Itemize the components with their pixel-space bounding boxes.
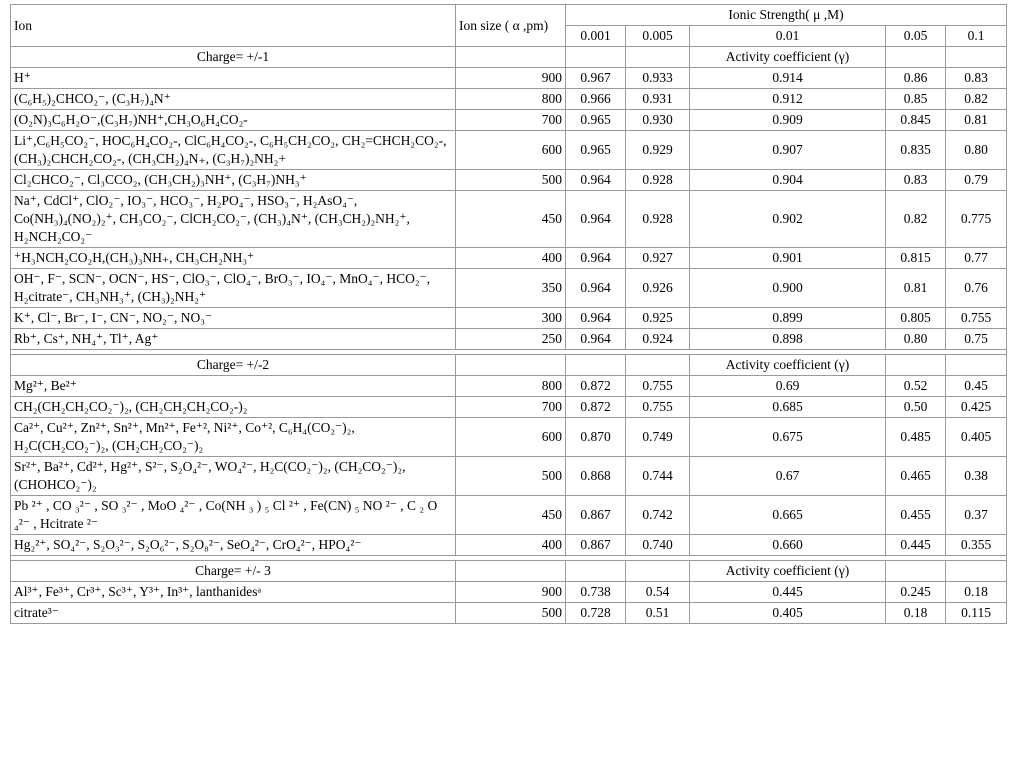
activity-value-cell: 0.82 [946,89,1007,110]
activity-value-cell: 0.929 [626,131,690,170]
charge-row [11,47,1007,68]
charge-label: Charge= +/-1 [11,47,456,68]
activity-value-cell: 0.901 [690,248,886,269]
activity-value-cell: 0.964 [566,248,626,269]
activity-value-cell: 0.81 [946,110,1007,131]
ion-cell: Al³⁺, Fe³⁺, Cr³⁺, Sc³⁺, Y³⁺, In³⁺, lanthanidesᵃ [11,582,456,603]
ion-size-cell: 400 [456,535,566,556]
table-row [11,89,1007,110]
activity-value-cell: 0.425 [946,397,1007,418]
activity-value-cell: 0.755 [626,376,690,397]
empty-cell [626,561,690,582]
ion-cell: Na⁺, CdCl⁺, ClO₂⁻, IO₃⁻, HCO₃⁻, H₂PO₄⁻, HSO₃⁻, H₂AsO₄⁻, Co(NH₃)₄(NO₂)₂⁺, CH₃CO₂⁻, ClCH₂CO₂⁻, (CH₃)₄N⁺, (CH₃CH₂)₂NH₂⁺, H₂NCH₂CO₂⁻ [11,191,456,248]
activity-value-cell: 0.965 [566,131,626,170]
table-row [11,131,1007,170]
ion-size-cell: 500 [456,457,566,496]
empty-cell [946,355,1007,376]
ion-cell: H⁺ [11,68,456,89]
ion-size-cell: 350 [456,269,566,308]
ion-size-cell: 250 [456,329,566,350]
activity-value-cell: 0.870 [566,418,626,457]
strength-0: 0.001 [566,26,626,47]
activity-value-cell: 0.245 [886,582,946,603]
strength-3: 0.05 [886,26,946,47]
activity-value-cell: 0.445 [690,582,886,603]
activity-value-cell: 0.45 [946,376,1007,397]
activity-value-cell: 0.755 [626,397,690,418]
activity-value-cell: 0.465 [886,457,946,496]
empty-cell [626,355,690,376]
ion-size-cell: 450 [456,496,566,535]
activity-value-cell: 0.50 [886,397,946,418]
activity-label: Activity coefficient (γ) [690,47,886,68]
activity-value-cell: 0.51 [626,603,690,624]
activity-value-cell: 0.867 [566,535,626,556]
charge-row [11,561,1007,582]
table-row [11,457,1007,496]
ion-cell: OH⁻, F⁻, SCN⁻, OCN⁻, HS⁻, ClO₃⁻, ClO₄⁻, BrO₃⁻, IO₄⁻, MnO₄⁻, HCO₂⁻, H₂citrate⁻, CH₃NH₃⁺, (CH₃)₂NH₂⁺ [11,269,456,308]
activity-value-cell: 0.755 [946,308,1007,329]
ion-cell: Ca²⁺, Cu²⁺, Zn²⁺, Sn²⁺, Mn²⁺, Fe⁺², Ni²⁺, Co⁺², C₆H₄(CO₂⁻)₂, H₂C(CH₂CO₂⁻)₂, (CH₂CH₂CO₂⁻)₂ [11,418,456,457]
ion-cell: Li⁺,C₆H₅CO₂⁻, HOC₆H₄CO₂-, ClC₆H₄CO₂-, C₆H₅CH₂CO₂, CH₂=CHCH₂CO₂-,(CH₃)₂CHCH₂CO₂-, (CH₃CH₂)₄N₊, (C₃H₇)₂NH₂+ [11,131,456,170]
ion-size-header: Ion size ( α ,pm) [456,5,566,47]
ion-header: Ion [11,5,456,47]
activity-value-cell: 0.744 [626,457,690,496]
ion-cell: (C₆H₅)₂CHCO₂⁻, (C₃H₇)₄N⁺ [11,89,456,110]
activity-value-cell: 0.899 [690,308,886,329]
table-row [11,329,1007,350]
activity-value-cell: 0.81 [886,269,946,308]
charge-label: Charge= +/-2 [11,355,456,376]
activity-value-cell: 0.52 [886,376,946,397]
table-row [11,535,1007,556]
activity-value-cell: 0.742 [626,496,690,535]
activity-value-cell: 0.902 [690,191,886,248]
table-row [11,376,1007,397]
charge-row [11,355,1007,376]
activity-value-cell: 0.37 [946,496,1007,535]
activity-value-cell: 0.86 [886,68,946,89]
ion-size-cell: 300 [456,308,566,329]
empty-cell [886,561,946,582]
ion-size-cell: 900 [456,582,566,603]
table-row [11,397,1007,418]
activity-value-cell: 0.38 [946,457,1007,496]
activity-value-cell: 0.82 [886,191,946,248]
activity-value-cell: 0.898 [690,329,886,350]
ionic-strength-header: Ionic Strength( μ ,M) [566,5,1007,26]
table-body [11,5,1007,624]
empty-cell [886,47,946,68]
activity-value-cell: 0.728 [566,603,626,624]
activity-value-cell: 0.872 [566,376,626,397]
ion-size-cell: 600 [456,131,566,170]
activity-value-cell: 0.909 [690,110,886,131]
ion-size-cell: 900 [456,68,566,89]
activity-value-cell: 0.455 [886,496,946,535]
activity-value-cell: 0.485 [886,418,946,457]
strength-1: 0.005 [626,26,690,47]
activity-value-cell: 0.904 [690,170,886,191]
activity-value-cell: 0.933 [626,68,690,89]
activity-value-cell: 0.77 [946,248,1007,269]
activity-value-cell: 0.931 [626,89,690,110]
activity-value-cell: 0.79 [946,170,1007,191]
activity-value-cell: 0.18 [886,603,946,624]
ion-size-cell: 600 [456,418,566,457]
activity-value-cell: 0.927 [626,248,690,269]
activity-label: Activity coefficient (γ) [690,355,886,376]
activity-value-cell: 0.872 [566,397,626,418]
activity-value-cell: 0.930 [626,110,690,131]
activity-value-cell: 0.845 [886,110,946,131]
strength-4: 0.1 [946,26,1007,47]
activity-value-cell: 0.967 [566,68,626,89]
empty-cell [456,355,566,376]
activity-value-cell: 0.805 [886,308,946,329]
ion-cell: Mg²⁺, Be²⁺ [11,376,456,397]
activity-value-cell: 0.83 [946,68,1007,89]
empty-cell [456,561,566,582]
ion-size-cell: 700 [456,397,566,418]
ion-cell: K⁺, Cl⁻, Br⁻, I⁻, CN⁻, NO₂⁻, NO₃⁻ [11,308,456,329]
activity-value-cell: 0.660 [690,535,886,556]
activity-value-cell: 0.115 [946,603,1007,624]
activity-value-cell: 0.405 [946,418,1007,457]
empty-cell [626,47,690,68]
activity-value-cell: 0.868 [566,457,626,496]
ion-cell: Sr²⁺, Ba²⁺, Cd²⁺, Hg²⁺, S²⁻, S₂O₄²⁻, WO₄²⁻, H₂C(CO₂⁻)₂, (CH₂CO₂⁻)₂, (CHOHCO₂⁻)₂ [11,457,456,496]
activity-value-cell: 0.405 [690,603,886,624]
activity-value-cell: 0.54 [626,582,690,603]
activity-label: Activity coefficient (γ) [690,561,886,582]
table-row [11,110,1007,131]
table-row [11,248,1007,269]
table-row [11,418,1007,457]
table-row [11,603,1007,624]
activity-value-cell: 0.914 [690,68,886,89]
table-row [11,582,1007,603]
activity-value-cell: 0.924 [626,329,690,350]
activity-value-cell: 0.445 [886,535,946,556]
activity-value-cell: 0.675 [690,418,886,457]
table-row [11,308,1007,329]
activity-value-cell: 0.964 [566,191,626,248]
ion-size-cell: 400 [456,248,566,269]
empty-cell [566,561,626,582]
activity-value-cell: 0.965 [566,110,626,131]
activity-coefficient-table [10,4,1007,624]
empty-cell [566,355,626,376]
activity-value-cell: 0.80 [886,329,946,350]
activity-value-cell: 0.964 [566,170,626,191]
ion-cell: CH₂(CH₂CH₂CO₂⁻)₂, (CH₂CH₂CH₂CO₂-)₂ [11,397,456,418]
ion-cell: (O₂N)₃C₆H₂O⁻,(C₃H₇)NH⁺,CH₃O₆H₄CO₂- [11,110,456,131]
activity-value-cell: 0.775 [946,191,1007,248]
activity-value-cell: 0.76 [946,269,1007,308]
header-row-1 [11,5,1007,26]
ion-size-cell: 450 [456,191,566,248]
activity-value-cell: 0.964 [566,308,626,329]
ion-size-cell: 500 [456,170,566,191]
charge-label: Charge= +/- 3 [11,561,456,582]
activity-value-cell: 0.928 [626,191,690,248]
activity-value-cell: 0.912 [690,89,886,110]
table-row [11,496,1007,535]
activity-value-cell: 0.815 [886,248,946,269]
activity-value-cell: 0.18 [946,582,1007,603]
activity-value-cell: 0.926 [626,269,690,308]
empty-cell [946,561,1007,582]
strength-2: 0.01 [690,26,886,47]
ion-cell: Rb⁺, Cs⁺, NH₄⁺, Tl⁺, Ag⁺ [11,329,456,350]
activity-value-cell: 0.867 [566,496,626,535]
ion-cell: Cl₂CHCO₂⁻, Cl₃CCO₂, (CH₃CH₂)₃NH⁺, (C₃H₇)NH₃⁺ [11,170,456,191]
ion-cell: Hg₂²⁺, SO₄²⁻, S₂O₃²⁻, S₂O₆²⁻, S₂O₈²⁻, SeO₄²⁻, CrO₄²⁻, HPO₄²⁻ [11,535,456,556]
ion-size-cell: 500 [456,603,566,624]
activity-value-cell: 0.964 [566,269,626,308]
ion-size-cell: 800 [456,89,566,110]
activity-value-cell: 0.738 [566,582,626,603]
activity-value-cell: 0.665 [690,496,886,535]
empty-cell [566,47,626,68]
activity-value-cell: 0.900 [690,269,886,308]
ion-size-cell: 700 [456,110,566,131]
activity-value-cell: 0.80 [946,131,1007,170]
table-row [11,68,1007,89]
activity-value-cell: 0.69 [690,376,886,397]
activity-value-cell: 0.925 [626,308,690,329]
ion-cell: Pb ²⁺ , CO ₃²⁻ , SO ₃²⁻ , MoO ₄²⁻ , Co(NH ₃ ) ₅ Cl ²⁺ , Fe(CN) ₅ NO ²⁻ , C ₂ O ₄²⁻ , Hcitrate ²⁻ [11,496,456,535]
activity-value-cell: 0.67 [690,457,886,496]
activity-value-cell: 0.85 [886,89,946,110]
activity-value-cell: 0.740 [626,535,690,556]
activity-value-cell: 0.685 [690,397,886,418]
activity-value-cell: 0.907 [690,131,886,170]
table-row [11,269,1007,308]
empty-cell [456,47,566,68]
ion-size-cell: 800 [456,376,566,397]
activity-value-cell: 0.928 [626,170,690,191]
empty-cell [946,47,1007,68]
activity-value-cell: 0.835 [886,131,946,170]
activity-value-cell: 0.83 [886,170,946,191]
activity-value-cell: 0.966 [566,89,626,110]
activity-value-cell: 0.355 [946,535,1007,556]
activity-value-cell: 0.75 [946,329,1007,350]
table-row [11,170,1007,191]
activity-value-cell: 0.749 [626,418,690,457]
ion-cell: citrate³⁻ [11,603,456,624]
table-row [11,191,1007,248]
empty-cell [886,355,946,376]
ion-cell: ⁺H₃NCH₂CO₂H,(CH₃)₃NH₊, CH₃CH₂NH₃⁺ [11,248,456,269]
activity-value-cell: 0.964 [566,329,626,350]
